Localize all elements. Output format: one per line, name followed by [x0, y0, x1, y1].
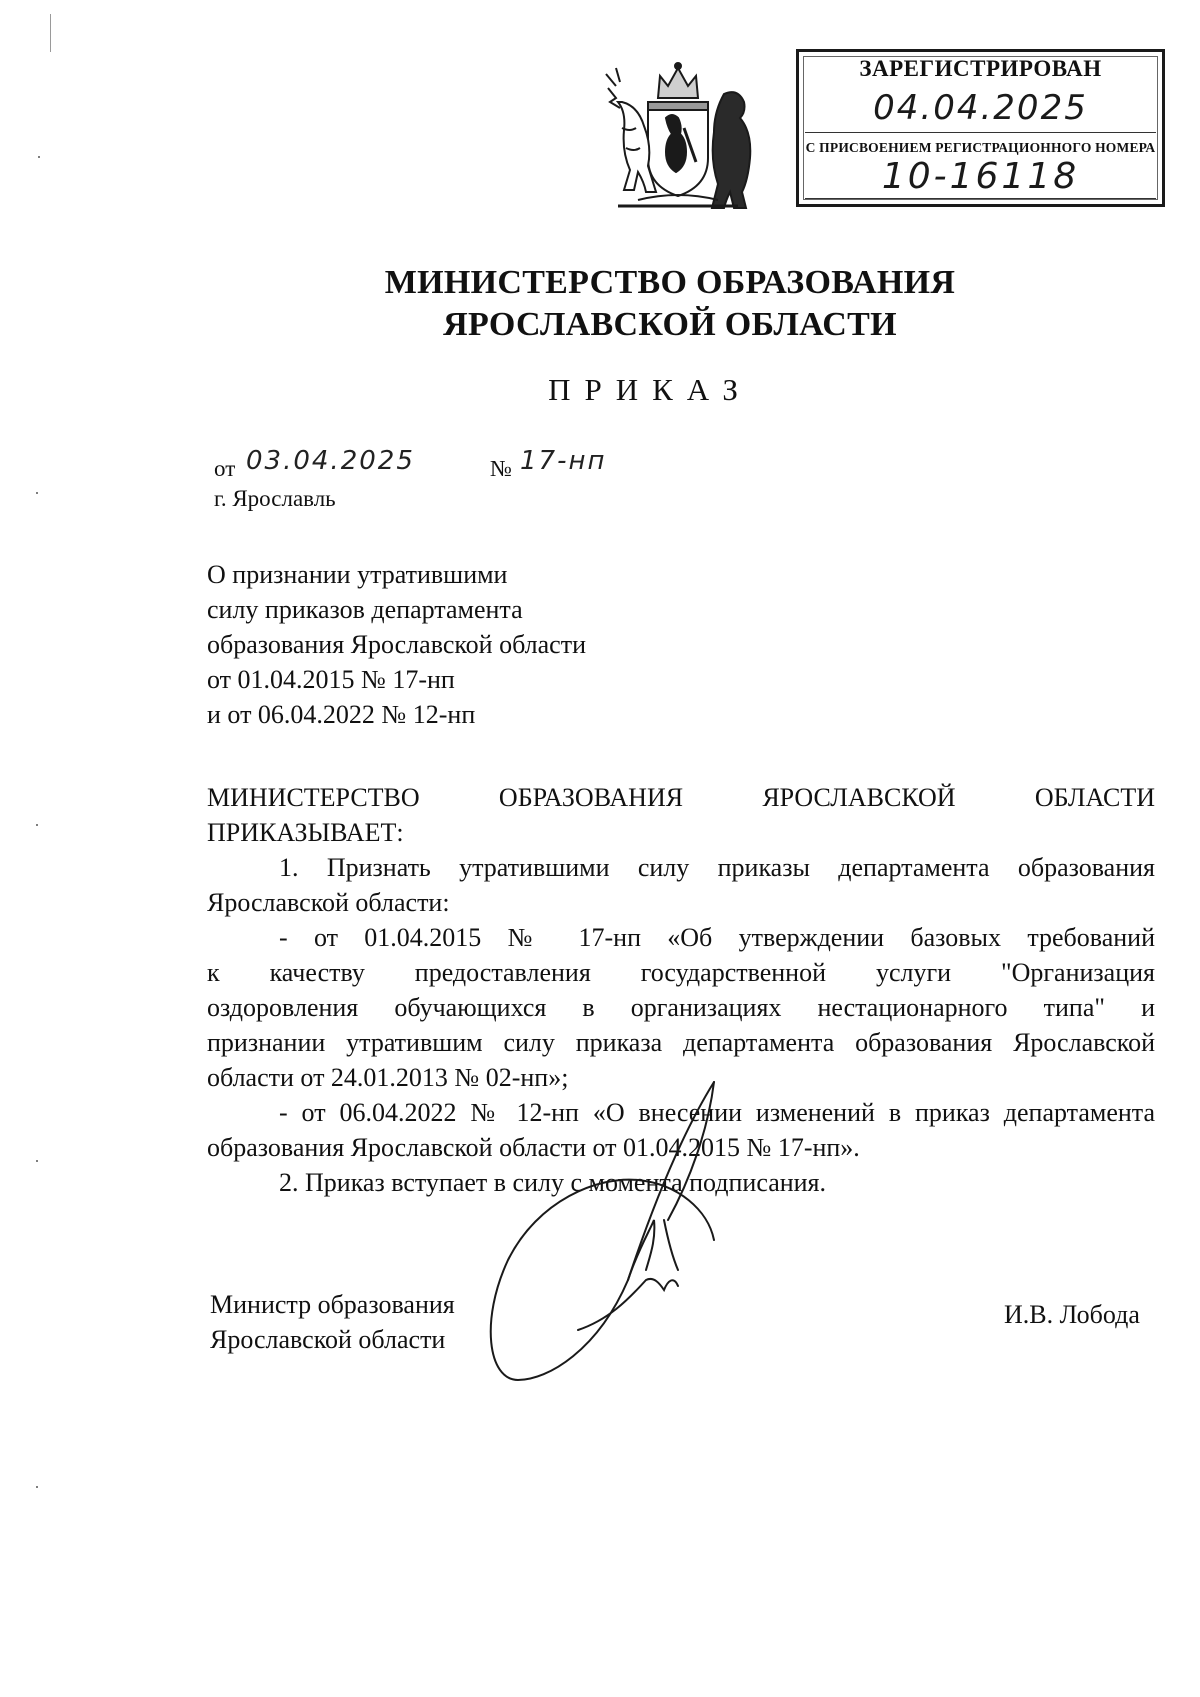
bullet-2-text: образования Ярославской области от 01.04.2015 № 17-нп».: [207, 1133, 860, 1162]
signer-title: Министр образования: [210, 1290, 455, 1319]
bullet-2-text: - от 06.04.2022 № 12-нп «О внесении изменений в приказ департамента: [279, 1098, 1155, 1127]
subject-line: образования Ярославской области: [207, 630, 586, 659]
stamp-registration-date: 04.04.2025: [873, 88, 1088, 128]
item-1-text: 1. Признать утратившими силу приказы департамента образования: [279, 853, 1155, 882]
date-prefix: от: [214, 456, 236, 481]
scan-speck: [38, 156, 40, 158]
order-date: 03.04.2025: [246, 446, 415, 476]
item-1-text: Ярославской области:: [207, 888, 450, 917]
scan-speck: [36, 492, 38, 494]
bullet-1-text: признании утратившим силу приказа департамента образования Ярославской: [207, 1028, 1155, 1057]
bullet-1-text: области от 24.01.2013 № 02-нп»;: [207, 1063, 569, 1092]
subject-line: от 01.04.2015 № 17-нп: [207, 665, 455, 694]
order-number: 17-нп: [520, 446, 607, 476]
subject-line: силу приказов департамента: [207, 595, 523, 624]
stamp-title: ЗАРЕГИСТРИРОВАН: [859, 56, 1102, 81]
scan-speck: [36, 1160, 38, 1162]
bullet-1-text: - от 01.04.2015 № 17-нп «Об утверждении базовых требований: [279, 923, 1155, 952]
handwritten-signature-icon: [478, 1080, 788, 1420]
scan-speck: [36, 824, 38, 826]
ministry-name-line1: МИНИСТЕРСТВО ОБРАЗОВАНИЯ: [384, 264, 956, 301]
registration-stamp: [796, 49, 1165, 207]
stamp-registration-number: 10-16118: [881, 156, 1080, 197]
order-line: ПРИКАЗЫВАЕТ:: [207, 818, 404, 847]
number-prefix: №: [490, 456, 512, 481]
document-type: ПРИКАЗ: [548, 372, 752, 407]
bullet-1-text: оздоровления обучающихся в организациях нестационарного типа" и: [207, 993, 1155, 1022]
stamp-divider: [805, 132, 1156, 133]
scan-speck: [36, 1486, 38, 1488]
city: г. Ярославль: [214, 486, 336, 511]
signer-title: Ярославской области: [210, 1325, 446, 1354]
subject-line: О признании утратившими: [207, 560, 508, 589]
stamp-subtitle: С ПРИСВОЕНИЕМ РЕГИСТРАЦИОННОГО НОМЕРА: [805, 140, 1156, 155]
subject-line: и от 06.04.2022 № 12-нп: [207, 700, 476, 729]
signer-name: И.В. Лобода: [1004, 1300, 1140, 1329]
item-2-text: 2. Приказ вступает в силу с момента подписания.: [279, 1168, 827, 1197]
order-line: МИНИСТЕРСТВО ОБРАЗОВАНИЯ ЯРОСЛАВСКОЙ ОБЛАСТИ: [207, 783, 1155, 812]
ministry-name-line2: ЯРОСЛАВСКОЙ ОБЛАСТИ: [443, 306, 897, 343]
stamp-divider: [805, 198, 1156, 199]
yaroslavl-coat-of-arms-icon: [588, 58, 768, 214]
scan-artifact: [50, 14, 51, 52]
bullet-1-text: к качеству предоставления государственной услуги "Организация: [207, 958, 1155, 987]
